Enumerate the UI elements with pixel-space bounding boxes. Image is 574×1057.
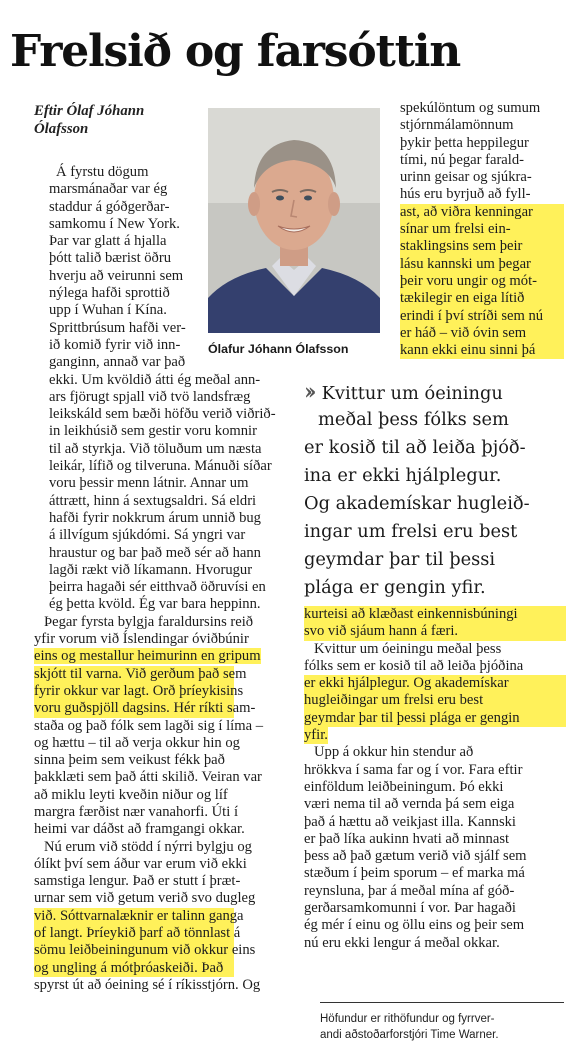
text-line: leikár, lífið og tilveruna. Mánuði síðar [49,458,272,475]
text-line: Þar var glatt á hjalla [49,233,167,250]
text-line: Upp á okkur hin stendur að [314,744,474,761]
highlighted-text: kann ekki einu sinni þá [400,342,564,359]
pull-quote-line: geymdar þar til þessi [304,549,496,570]
byline-line: Eftir Ólaf Jóhann [34,103,145,119]
text-line: þess að það gætum verið við sjálf sem [304,848,527,865]
text-line: upp í Wuhan í Kína. [49,302,167,319]
text-line: þykir þetta heppilegur [400,134,529,151]
text-line: gerðarsamkomunni í vor. Þar hagaði [304,900,516,917]
text-line: yfir vorum við Íslendingar óviðbúnir [34,631,249,648]
byline [34,102,234,138]
text-line: lagði rækt við líkamann. Hvorugur [49,561,253,578]
highlighted-text: kurteisi að klæðast einkennisbúningi [304,606,566,623]
text-line: á illvígum sjúkdómi. Sá yngri var [49,527,246,544]
text-line: ekki. Um kvöldið átti ég meðal ann- [49,371,261,388]
text-line: hrökkva í sama far og í vor. Fara eftir [304,761,523,778]
text-line: hús eru byrjuð að fyll- [400,186,531,203]
paragraph [34,838,261,995]
highlighted-text: sínar um frelsi ein- [400,221,564,238]
text-line: in leikhúsið sem gestir voru komnir [49,423,257,440]
text-line: staddur á góðgerðar- [49,198,170,215]
highlighted-text: ast, að viðra kenningar [400,204,564,221]
text-line: samkomu í New York. [49,215,180,232]
text-line: þótt talið bærist öðru [49,250,172,267]
text-line: margra færðist nær vanahorfi. Úti í [34,803,238,820]
text-line: þeirra hagaði sér eitthvað öðruvísi en [49,579,266,596]
text-line: samstiga lengur. Það er stutt í þræt- [34,873,241,890]
text-line: ars fjörugt spjall við tvö landsfræg [49,388,251,405]
highlighted-text: voru guðspjöll dagsins. Hér ríkti sam- [34,700,256,717]
text-line: til að styrkja. Við töluðum um næsta [49,440,262,457]
text-line: áttrætt, hinn á sextugsaldri. Sá eldri [49,492,257,509]
paragraph [400,100,564,359]
footnote-line: andi aðstoðarforstjóri Time Warner. [320,1028,499,1041]
pull-quote-text: Kvittur um óeiningu [321,383,503,404]
highlighted-text: og ungling á mótþróaskeiði. Það [34,960,234,977]
text-line: nú eru ekki lengur á meðal okkar. [304,934,500,951]
text-line: leikskáld sem bæði höfðu verið viðrið- [49,406,276,423]
paragraph [304,744,566,952]
text-line: Nú erum við stödd í nýrri bylgju og [44,838,252,855]
text-line: staða og það fólk sem lagði sig í líma – [34,717,264,734]
text-line: sinna þeim sem veikust fékk það [34,752,225,769]
paragraph [304,606,566,641]
text-line [34,648,261,665]
highlighted-text: lásu kannski um þegar [400,256,564,273]
paragraph [304,641,566,745]
text-line: það á hættu að veikjast illa. Kannski [304,813,516,830]
article-column-right-lower [304,606,566,952]
text-line: einföldum leiðbeiningum. Þó ekki [304,778,504,795]
text-line: voru þessir menn látnir. Annar um [49,475,249,492]
paragraph [34,613,264,839]
footnote-line: Höfundur er rithöfundur og fyrrver- [320,1013,495,1025]
text-line: stjórnmálamönnum [400,117,514,134]
text-line: urnar sem við getum verið svo dugleg [34,890,256,907]
highlighted-text: fyrir okkur var lagt. Orð þríeykisins [34,682,244,699]
text-line: þakklæti sem það átti skilið. Veiran var [34,769,262,786]
text-line: fólks sem er kosið til að leiða þjóðina [304,657,524,674]
text-line: hverju að veirunni sem [49,267,184,284]
text-line: nýlega hafði sprottið [49,285,170,302]
article-column-right [294,102,564,359]
text-line: væri nema til að vernda þá sem eiga [304,796,515,813]
text-line: tími, nú þegar farald- [400,151,524,168]
photo-caption: Ólafur Jóhann Ólafsson [208,342,349,356]
highlighted-text: eins og mestallur heimurinn en gripum [34,648,261,665]
text-line: er það líka aukinn hvati að minnast [304,830,510,847]
text-line: hraustur og bar það með sér að hann [49,544,261,561]
text-line: Á fyrstu dögum [56,164,149,180]
highlighted-text: erindi í því stríði sem nú [400,308,564,325]
text-line: ég mér í einu og öllu eins og þeir sem [304,917,525,934]
text-line: marsmánaðar var ég [49,181,168,198]
text-line: ólíkt því sem áður var erum við ekki [34,855,247,872]
text-line: ið komið fyrir við inn- [49,336,181,353]
pull-quote-line: meðal þess fólks sem [318,409,509,430]
highlighted-text: geymdar þar til þessi plága er gengin [304,710,566,727]
highlighted-text: er ekki hjálplegur. Og akademískar [304,675,566,692]
highlighted-text: svo við sjáum hann á færi. [304,623,566,640]
highlighted-text: of langt. Þríeykið þarf að tönnlast á [34,925,241,942]
text-line: spekúlöntum og sumum [400,100,541,116]
pull-quote [304,378,564,602]
headline: Frelsið og farsóttin [10,26,461,77]
highlighted-text: þeir voru ungir og mót- [400,273,564,290]
byline-line: Ólafsson [34,121,89,137]
author-footnote [320,1002,564,1043]
paragraph [34,164,276,614]
text-line: ég þetta kvöld. Ég var bara heppinn. [49,596,261,613]
pull-quote-line: ina er ekki hjálplegur. [304,465,502,486]
quote-chevrons-icon: ›› [304,379,312,405]
pull-quote-line: ingar um frelsi eru best [304,521,518,542]
highlighted-text: sömu leiðbeiningunum við okkur eins [34,942,256,959]
text-line: að miklu leyti kveðin niður og líf [34,786,228,803]
highlighted-text: hugleiðingar um frelsi eru best [304,692,566,709]
pull-quote-line: plága er gengin yfir. [304,577,486,598]
text-line: spyrst út að óeining sé í ríkisstjórn. Og [34,976,261,993]
pull-quote-line: Og akademískar hugleið- [304,493,530,514]
article-column-left [34,102,276,994]
text-line: urinn geisar og sjúkra- [400,169,532,186]
text-line: stæðum í þeim sporum – ef marka má [304,865,525,882]
text-line: hafði fyrir nokkrum árum unnið bug [49,509,261,526]
text-line: og hættu – til að verja okkur hin og [34,734,240,751]
text-line: heimi var dáðst að framgangi okkar. [34,821,245,838]
pull-quote-line: er kosið til að leiða þjóð- [304,437,526,458]
highlighted-text: er háð – við óvin sem [400,325,564,342]
highlighted-text: yfir. [304,727,328,744]
highlighted-text: staklingsins sem þeir [400,238,564,255]
highlighted-text: við. Sóttvarnalæknir er talinn ganga [34,907,244,924]
text-line: Þegar fyrsta bylgja faraldursins reið [44,613,254,630]
pull-quote-line [304,378,564,406]
highlighted-text: tækilegir en eiga lítið [400,290,564,307]
text-line: reynsluna, þar á meðal mína af góð- [304,882,515,899]
highlighted-text: skjótt til varna. Við gerðum það sem [34,665,247,682]
text-line: Kvittur um óeiningu meðal þess [314,640,502,657]
text-line: ganginn, annað var það [49,354,186,371]
text-line: Sprittbrúsum hafði ver- [49,319,186,336]
